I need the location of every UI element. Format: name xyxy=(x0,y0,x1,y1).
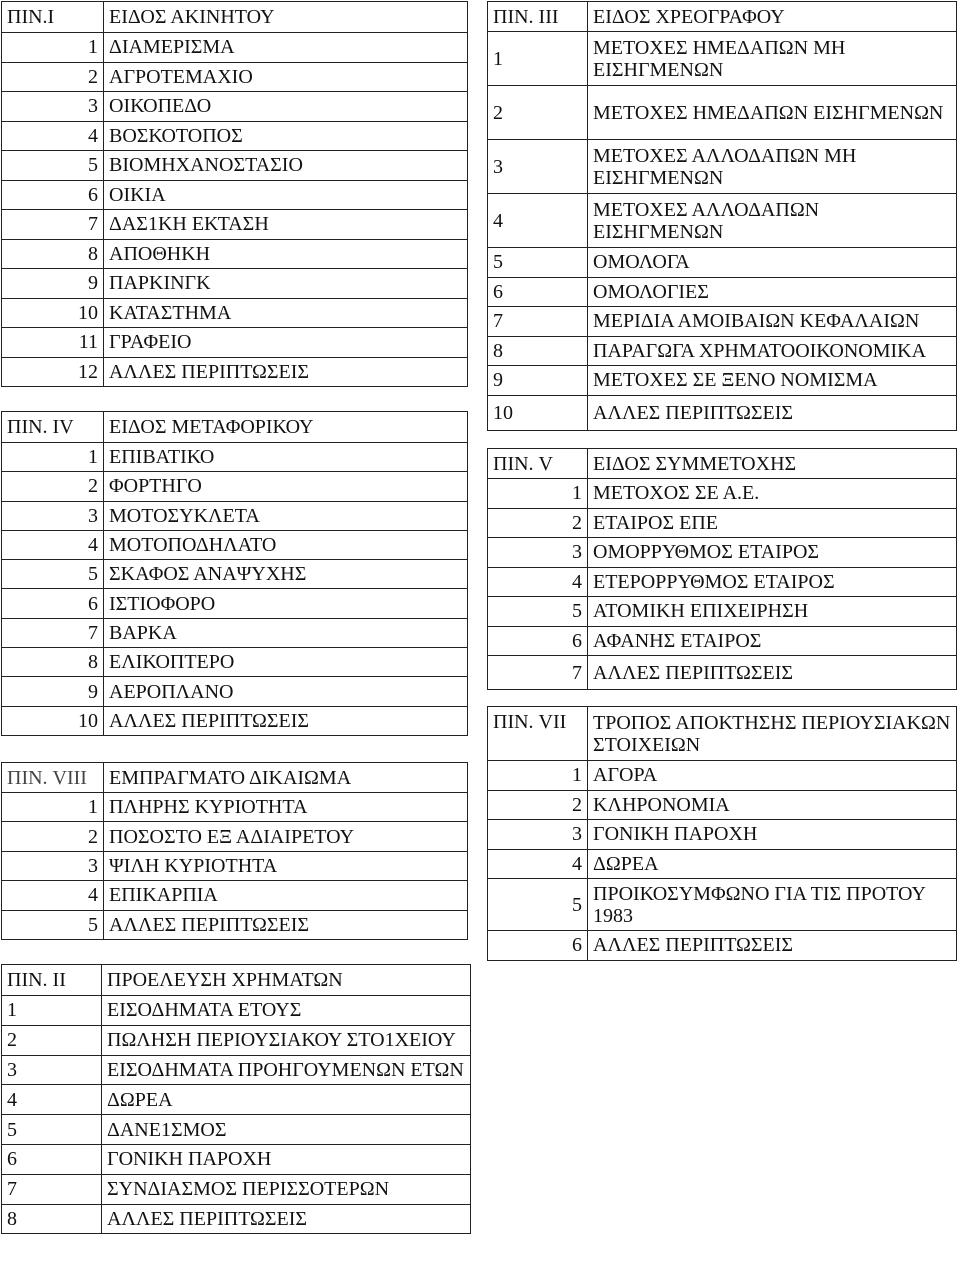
table-pin-2 xyxy=(1,964,471,1234)
row-number: 3 xyxy=(2,851,104,880)
row-label: ΑΤΟΜΙΚΗ ΕΠΙΧΕΙΡΗΣΗ xyxy=(588,597,957,627)
row-label: ΑΠΟΘΗΚΗ xyxy=(104,239,468,269)
table-row xyxy=(2,328,468,358)
row-number: 2 xyxy=(488,508,588,538)
row-label: ΕΛΙΚΟΠΤΕΡΟ xyxy=(104,648,468,677)
table-row xyxy=(2,298,468,328)
table-header-row xyxy=(2,965,471,996)
row-label: ΠΩΛΗΣΗ ΠΕΡΙΟΥΣΙΑΚΟΥ ΣΤΟ1ΧΕΙΟΥ xyxy=(102,1025,471,1055)
table-row xyxy=(488,567,957,597)
row-label: ΔΑΝΕ1ΣΜΟΣ xyxy=(102,1115,471,1145)
table-row xyxy=(488,32,957,86)
table-row xyxy=(2,560,468,589)
row-number: 7 xyxy=(2,210,104,240)
row-label: ΑΛΛΕΣ ΠΕΡΙΠΤΩΣΕΙΣ xyxy=(104,706,468,735)
table-row xyxy=(2,1174,471,1204)
table-row xyxy=(488,849,957,879)
row-label: ΓΟΝΙΚΗ ΠΑΡΟΧΗ xyxy=(588,820,957,850)
row-label: ΕΤΑΙΡΟΣ ΕΠΕ xyxy=(588,508,957,538)
row-number: 3 xyxy=(2,92,104,122)
row-number: 8 xyxy=(488,336,588,366)
table-row xyxy=(488,626,957,656)
row-number: 1 xyxy=(488,479,588,509)
table-row xyxy=(2,1085,471,1115)
row-number: 4 xyxy=(2,530,104,559)
table-pin-5 xyxy=(487,448,957,690)
row-number: 1 xyxy=(2,443,104,472)
row-number: 2 xyxy=(2,1025,102,1055)
row-number: 6 xyxy=(488,931,588,961)
table-code: ΠΙΝ. III xyxy=(488,2,588,32)
row-number: 1 xyxy=(2,793,104,822)
table-row xyxy=(2,996,471,1026)
table-row xyxy=(2,1204,471,1234)
table-row xyxy=(488,277,957,307)
table-row xyxy=(488,194,957,248)
table-row xyxy=(488,86,957,140)
table-row xyxy=(488,395,957,430)
row-label: ΠΑΡΚΙΝΓΚ xyxy=(104,269,468,299)
row-number: 6 xyxy=(2,180,104,210)
table-heading: ΤΡΟΠΟΣ ΑΠΟΚΤΗΣΗΣ ΠΕΡΙΟΥΣΙΑΚΩΝ ΣΤΟΙΧΕΙΩΝ xyxy=(588,707,957,761)
row-label: ΠΟΣΟΣΤΟ ΕΞ ΑΔΙΑΙΡΕΤΟΥ xyxy=(104,822,468,851)
row-label: ΕΤΕΡΟΡΡΥΘΜΟΣ ΕΤΑΙΡΟΣ xyxy=(588,567,957,597)
table-row xyxy=(2,1025,471,1055)
table-row xyxy=(2,677,468,706)
row-number: 1 xyxy=(2,33,104,63)
table-row xyxy=(2,881,468,910)
row-label: ΑΛΛΕΣ ΠΕΡΙΠΤΩΣΕΙΣ xyxy=(588,656,957,690)
table-row xyxy=(2,501,468,530)
table-row xyxy=(2,472,468,501)
row-number: 1 xyxy=(2,996,102,1026)
row-label: ΜΕΤΟΧΕΣ ΗΜΕΔΑΠΩΝ ΜΗ ΕΙΣΗΓΜΕΝΩΝ xyxy=(588,32,957,86)
row-label: ΑΛΛΕΣ ΠΕΡΙΠΤΩΣΕΙΣ xyxy=(104,357,468,387)
table-row xyxy=(2,648,468,677)
table-code: ΠΙΝ. IV xyxy=(2,412,104,443)
row-number: 7 xyxy=(488,307,588,337)
table-header-row xyxy=(488,707,957,761)
table-header-row xyxy=(488,2,957,32)
row-number: 4 xyxy=(488,194,588,248)
row-number: 5 xyxy=(2,560,104,589)
row-label: ΔΩΡΕΑ xyxy=(102,1085,471,1115)
row-number: 9 xyxy=(2,677,104,706)
row-label: ΠΑΡΑΓΩΓΑ ΧΡΗΜΑΤΟΟΙΚΟΝΟΜΙΚΑ xyxy=(588,336,957,366)
table-heading: ΠΡΟΕΛΕΥΣΗ ΧΡΗΜΑΤΩΝ xyxy=(102,965,471,996)
row-label: ΒΙΟΜΗΧΑΝΟΣΤΑΣΙΟ xyxy=(104,151,468,181)
row-number: 4 xyxy=(488,849,588,879)
row-label: ΜΕΤΟΧΟΣ ΣΕ Α.Ε. xyxy=(588,479,957,509)
row-number: 5 xyxy=(488,248,588,278)
row-number: 3 xyxy=(2,501,104,530)
table-row xyxy=(488,597,957,627)
row-label: ΑΓΟΡΑ xyxy=(588,761,957,791)
table-row xyxy=(488,790,957,820)
row-label: ΨΙΛΗ ΚΥΡΙΟΤΗΤΑ xyxy=(104,851,468,880)
table-header-row xyxy=(2,412,468,443)
table-row xyxy=(2,443,468,472)
row-number: 6 xyxy=(2,1144,102,1174)
table-pin-7 xyxy=(487,706,957,961)
table-code: ΠΙΝ. II xyxy=(2,965,102,996)
table-row xyxy=(2,1055,471,1085)
table-heading: ΕΙΔΟΣ ΜΕΤΑΦΟΡΙΚΟΥ xyxy=(104,412,468,443)
table-code: ΠΙΝ.Ι xyxy=(2,2,104,33)
table-row xyxy=(2,357,468,387)
row-label: ΒΑΡΚΑ xyxy=(104,618,468,647)
row-number: 3 xyxy=(488,140,588,194)
table-row xyxy=(2,151,468,181)
table-row xyxy=(2,33,468,63)
row-number: 2 xyxy=(488,790,588,820)
table-row xyxy=(2,589,468,618)
row-label: ΓΡΑΦΕΙΟ xyxy=(104,328,468,358)
row-label: ΜΕΤΟΧΕΣ ΗΜΕΔΑΠΩΝ ΕΙΣΗΓΜΕΝΩΝ xyxy=(588,86,957,140)
row-label: ΚΛΗΡΟΝΟΜΙΑ xyxy=(588,790,957,820)
table-row xyxy=(2,121,468,151)
table-pin-4 xyxy=(1,411,468,736)
row-label: ΟΜΟΛΟΓΙΕΣ xyxy=(588,277,957,307)
table-row xyxy=(488,307,957,337)
table-row xyxy=(488,538,957,568)
row-number: 4 xyxy=(2,121,104,151)
table-row xyxy=(2,239,468,269)
row-label: ΠΛΗΡΗΣ ΚΥΡΙΟΤΗΤΑ xyxy=(104,793,468,822)
row-number: 8 xyxy=(2,648,104,677)
table-row xyxy=(488,248,957,278)
table-pin-8 xyxy=(1,762,468,940)
row-number: 4 xyxy=(2,881,104,910)
table-header-row xyxy=(2,2,468,33)
row-number: 8 xyxy=(2,1204,102,1234)
row-number: 10 xyxy=(2,298,104,328)
row-label: ΔΙΑΜΕΡΙΣΜΑ xyxy=(104,33,468,63)
row-label: ΙΣΤΙΟΦΟΡΟ xyxy=(104,589,468,618)
table-row xyxy=(2,62,468,92)
row-label: ΑΛΛΕΣ ΠΕΡΙΠΤΩΣΕΙΣ xyxy=(102,1204,471,1234)
row-number: 5 xyxy=(488,879,588,931)
table-pin-3 xyxy=(487,1,957,431)
row-label: ΟΙΚΟΠΕΔΟ xyxy=(104,92,468,122)
row-number: 9 xyxy=(488,366,588,396)
row-number: 6 xyxy=(488,626,588,656)
table-row xyxy=(2,180,468,210)
row-number: 3 xyxy=(488,820,588,850)
row-number: 10 xyxy=(2,706,104,735)
table-heading: ΕΙΔΟΣ ΧΡΕΟΓΡΑΦΟΥ xyxy=(588,2,957,32)
row-number: 2 xyxy=(2,62,104,92)
row-label: ΜΕΡΙΔΙΑ ΑΜΟΙΒΑΙΩΝ ΚΕΦΑΛΑΙΩΝ xyxy=(588,307,957,337)
row-label: ΑΛΛΕΣ ΠΕΡΙΠΤΩΣΕΙΣ xyxy=(104,910,468,939)
table-row xyxy=(488,140,957,194)
row-label: ΦΟΡΤΗΓΟ xyxy=(104,472,468,501)
table-row xyxy=(488,366,957,396)
table-row xyxy=(488,820,957,850)
row-label: ΑΕΡΟΠΛΑΝΟ xyxy=(104,677,468,706)
row-label: ΑΛΛΕΣ ΠΕΡΙΠΤΩΣΕΙΣ xyxy=(588,931,957,961)
row-label: ΒΟΣΚΟΤΟΠΟΣ xyxy=(104,121,468,151)
table-row xyxy=(2,822,468,851)
table-row xyxy=(2,618,468,647)
row-number: 5 xyxy=(488,597,588,627)
table-heading: ΕΙΔΟΣ ΣΥΜΜΕΤΟΧΗΣ xyxy=(588,449,957,479)
row-label: ΜΕΤΟΧΕΣ ΣΕ ΞΕΝΟ ΝΟΜΙΣΜΑ xyxy=(588,366,957,396)
table-heading: ΕΙΔΟΣ ΑΚΙΝΗΤΟΥ xyxy=(104,2,468,33)
table-row xyxy=(2,530,468,559)
table-row xyxy=(2,1115,471,1145)
table-header-row xyxy=(2,763,468,793)
row-number: 2 xyxy=(2,822,104,851)
table-header-row xyxy=(488,449,957,479)
table-row xyxy=(488,879,957,931)
table-row xyxy=(2,92,468,122)
row-number: 12 xyxy=(2,357,104,387)
row-number: 7 xyxy=(488,656,588,690)
row-number: 1 xyxy=(488,32,588,86)
row-label: ΑΛΛΕΣ ΠΕΡΙΠΤΩΣΕΙΣ xyxy=(588,395,957,430)
row-number: 6 xyxy=(2,589,104,618)
row-number: 5 xyxy=(2,1115,102,1145)
table-row xyxy=(488,931,957,961)
table-row xyxy=(2,793,468,822)
row-label: ΟΜΟΛΟΓΑ xyxy=(588,248,957,278)
table-heading: ΕΜΠΡΑΓΜΑΤΟ ΔΙΚΑΙΩΜΑ xyxy=(104,763,468,793)
row-number: 1 xyxy=(488,761,588,791)
row-number: 7 xyxy=(2,1174,102,1204)
table-row xyxy=(2,706,468,735)
row-label: ΕΙΣΟΔΗΜΑΤΑ ΕΤΟΥΣ xyxy=(102,996,471,1026)
row-label: ΑΦΑΝΗΣ ΕΤΑΙΡΟΣ xyxy=(588,626,957,656)
table-pin-1 xyxy=(1,1,468,387)
row-label: ΟΙΚΙΑ xyxy=(104,180,468,210)
row-number: 4 xyxy=(488,567,588,597)
row-number: 10 xyxy=(488,395,588,430)
table-row xyxy=(488,336,957,366)
row-label: ΚΑΤΑΣΤΗΜΑ xyxy=(104,298,468,328)
table-code: ΠΙΝ. V xyxy=(488,449,588,479)
row-label: ΓΟΝΙΚΗ ΠΑΡΟΧΗ xyxy=(102,1144,471,1174)
row-label: ΕΠΙΚΑΡΠΙΑ xyxy=(104,881,468,910)
row-number: 7 xyxy=(2,618,104,647)
table-row xyxy=(488,761,957,791)
table-row xyxy=(488,508,957,538)
row-label: ΜΟΤΟΠΟΔΗΛΑΤΟ xyxy=(104,530,468,559)
row-label: ΑΓΡΟΤΕΜΑΧΙΟ xyxy=(104,62,468,92)
row-number: 3 xyxy=(488,538,588,568)
row-label: ΔΑΣ1ΚΗ ΕΚΤΑΣΗ xyxy=(104,210,468,240)
row-number: 8 xyxy=(2,239,104,269)
table-row xyxy=(488,656,957,690)
row-number: 2 xyxy=(488,86,588,140)
table-row xyxy=(2,851,468,880)
table-row xyxy=(2,269,468,299)
row-number: 4 xyxy=(2,1085,102,1115)
table-row xyxy=(488,479,957,509)
row-label: ΟΜΟΡΡΥΘΜΟΣ ΕΤΑΙΡΟΣ xyxy=(588,538,957,568)
row-label: ΔΩΡΕΑ xyxy=(588,849,957,879)
row-label: ΕΠΙΒΑΤΙΚΟ xyxy=(104,443,468,472)
row-label: ΣΥΝΔΙΑΣΜΟΣ ΠΕΡΙΣΣΟΤΕΡΩΝ xyxy=(102,1174,471,1204)
row-label: ΜΟΤΟΣΥΚΛΕΤΑ xyxy=(104,501,468,530)
table-code: ΠΙΝ. VII xyxy=(488,707,588,761)
table-row xyxy=(2,1144,471,1174)
row-label: ΜΕΤΟΧΕΣ ΑΛΛΟΔΑΠΩΝ ΜΗ ΕΙΣΗΓΜΕΝΩΝ xyxy=(588,140,957,194)
row-label: ΠΡΟΙΚΟΣΥΜΦΩΝΟ ΓΙΑ ΤΙΣ ΠΡΟΤΟΥ 1983 xyxy=(588,879,957,931)
row-number: 9 xyxy=(2,269,104,299)
row-number: 5 xyxy=(2,910,104,939)
row-number: 3 xyxy=(2,1055,102,1085)
table-row xyxy=(2,910,468,939)
row-number: 11 xyxy=(2,328,104,358)
table-code: ΠΙΝ. VIII xyxy=(2,763,104,793)
row-label: ΕΙΣΟΔΗΜΑΤΑ ΠΡΟΗΓΟΥΜΕΝΩΝ ΕΤΩΝ xyxy=(102,1055,471,1085)
row-label: ΜΕΤΟΧΕΣ ΑΛΛΟΔΑΠΩΝ ΕΙΣΗΓΜΕΝΩΝ xyxy=(588,194,957,248)
row-number: 6 xyxy=(488,277,588,307)
row-number: 5 xyxy=(2,151,104,181)
row-number: 2 xyxy=(2,472,104,501)
row-label: ΣΚΑΦΟΣ ΑΝΑΨΥΧΗΣ xyxy=(104,560,468,589)
table-row xyxy=(2,210,468,240)
